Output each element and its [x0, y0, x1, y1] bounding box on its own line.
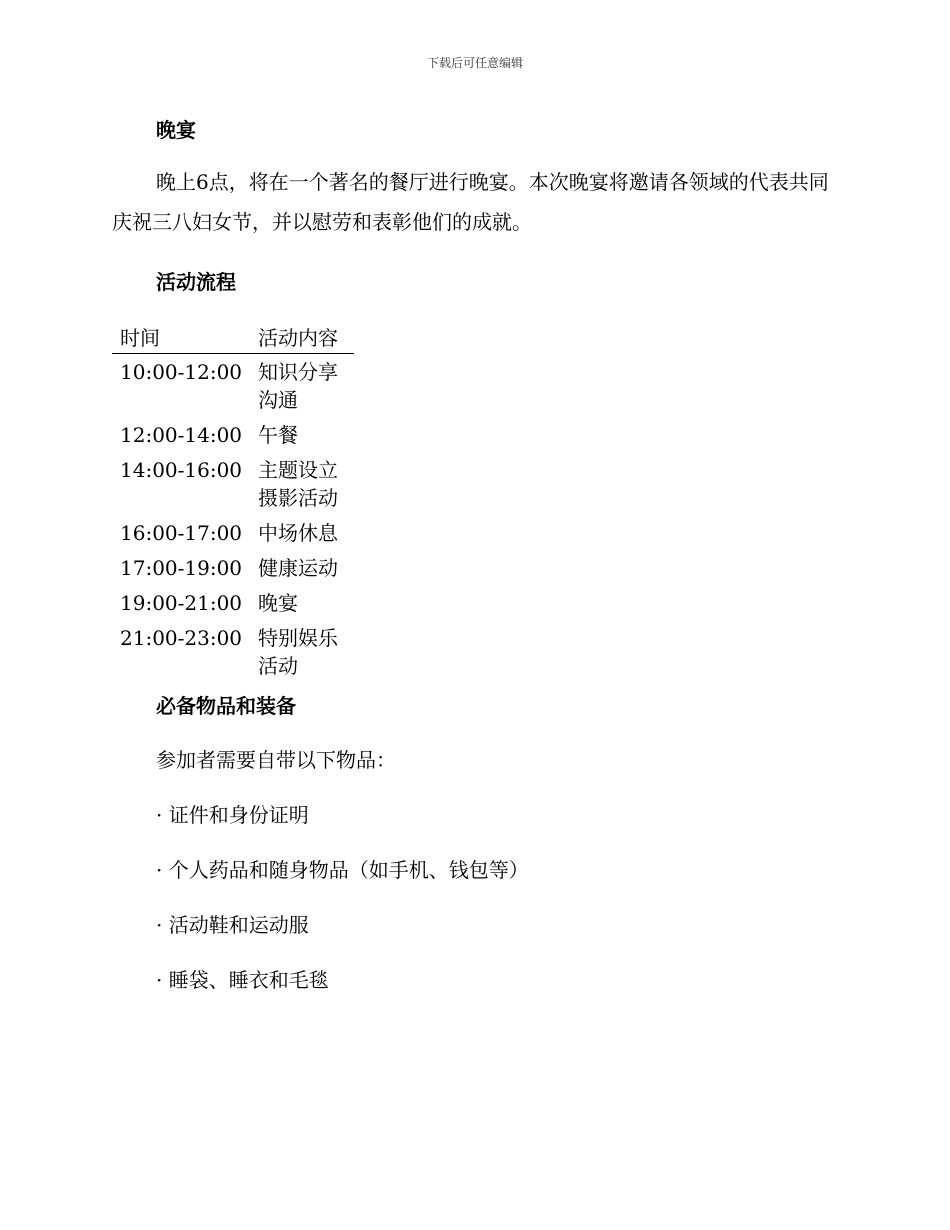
schedule-activity-cell: 中场休息: [258, 521, 339, 545]
column-header-activity: 活动内容: [250, 318, 354, 354]
schedule-time-cell: 10:00-12:00: [120, 360, 243, 384]
banquet-heading: 晚宴: [156, 118, 196, 142]
schedule-heading: 活动流程: [156, 270, 236, 294]
table-row: [112, 354, 354, 418]
table-row: [112, 515, 354, 550]
table-row: [112, 417, 354, 452]
list-item: · 活动鞋和运动服: [156, 913, 309, 937]
column-header-time: 时间: [112, 318, 250, 354]
schedule-activity-cell: 特别娱乐活动: [258, 626, 339, 678]
schedule-activity-cell: 午餐: [258, 423, 299, 447]
table-row: [112, 452, 354, 515]
schedule-time-cell: 19:00-21:00: [120, 591, 243, 615]
equipment-intro: 参加者需要自带以下物品：: [156, 748, 396, 772]
schedule-time-cell: 16:00-17:00: [120, 521, 243, 545]
list-item: · 证件和身份证明: [156, 803, 309, 827]
list-item: · 睡袋、睡衣和毛毯: [156, 968, 329, 992]
table-row: [112, 550, 354, 585]
schedule-time-cell: 21:00-23:00: [120, 626, 243, 650]
schedule-time-cell: 12:00-14:00: [120, 423, 243, 447]
schedule-activity-cell: 知识分享沟通: [258, 360, 339, 412]
schedule-activity-cell: 主题设立摄影活动: [258, 458, 339, 510]
schedule-time-cell: 14:00-16:00: [120, 458, 243, 482]
schedule-table-header-row: [112, 318, 354, 354]
schedule-activity-cell: 晚宴: [258, 591, 299, 615]
table-row: [112, 620, 354, 683]
schedule-activity-cell: 健康运动: [258, 556, 339, 580]
page-header-note: 下载后可任意编辑: [426, 56, 523, 70]
schedule-table: [112, 318, 354, 683]
list-item: · 个人药品和随身物品（如手机、钱包等）: [156, 858, 529, 882]
equipment-heading: 必备物品和装备: [156, 694, 296, 718]
banquet-paragraph: 晚上6点，将在一个著名的餐厅进行晚宴。本次晚宴将邀请各领域的代表共同庆祝三八妇女节，并以慰劳和表彰他们的成就。: [112, 170, 829, 234]
table-row: [112, 585, 354, 620]
schedule-time-cell: 17:00-19:00: [120, 556, 243, 580]
